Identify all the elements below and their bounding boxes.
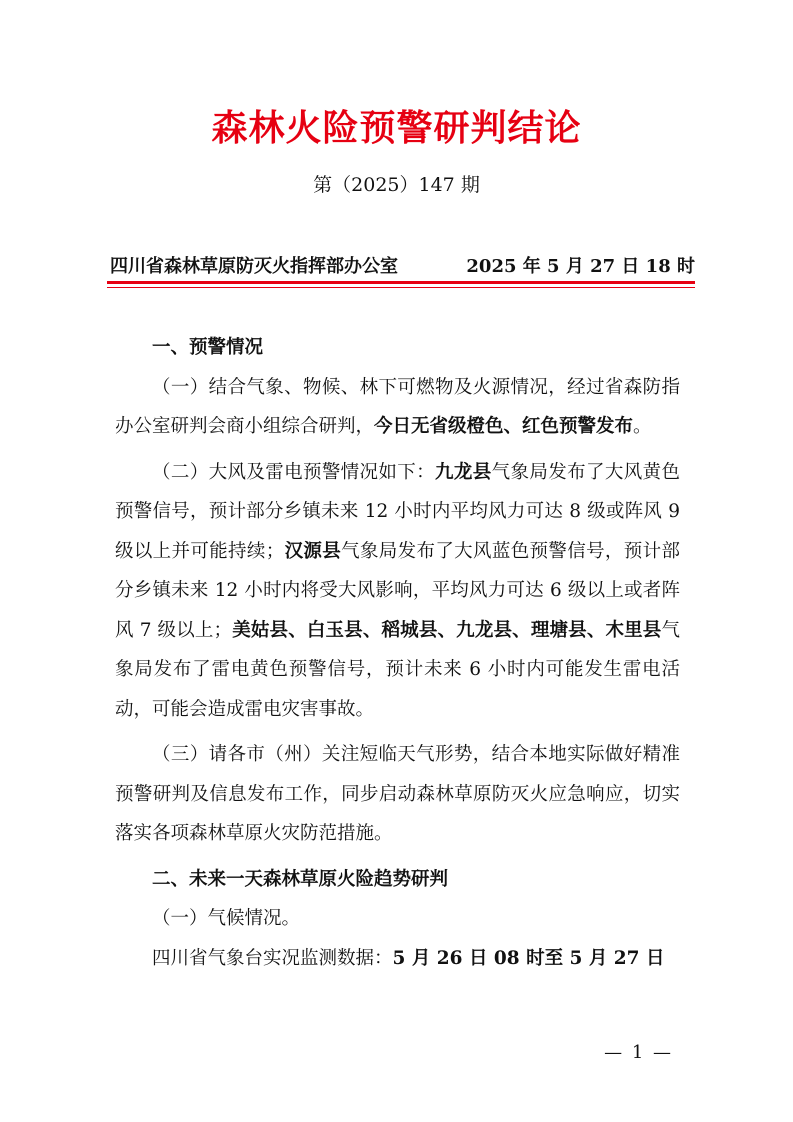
text-run: 。 xyxy=(633,416,652,437)
bold-county-list: 美姑县、白玉县、稻城县、九龙县、理塘县、木里县 xyxy=(232,619,662,641)
issuer: 四川省森林草原防灭火指挥部办公室 xyxy=(110,256,398,277)
paragraph-warning-1 xyxy=(115,368,680,447)
section-heading-warning: 一、预警情况 xyxy=(152,337,264,358)
paragraph-climate-1 xyxy=(115,939,680,979)
bold-county: 九龙县 xyxy=(435,461,492,483)
red-rule-thin xyxy=(107,287,695,288)
section-heading-trend: 二、未来一天森林草原火险趋势研判 xyxy=(152,868,449,890)
text-run: （一）结合气象、物候、林下可燃物及火源情况，经过省森防指办公室研判会商小组综合研判， xyxy=(115,376,680,437)
text-run: 四川省气象台实况监测数据： xyxy=(152,947,393,969)
text-run: 气象局发布了大风蓝色预警信号，预计部分乡镇未来 12 小时内将受大风影响，平均风力可达 6 级以上或者阵风 7 级以上； xyxy=(115,540,680,641)
issue-date: 2025 年 5 月 27 日 18 时 xyxy=(466,256,695,277)
page-number: — 1 — xyxy=(604,1042,673,1063)
bold-county: 汉源县 xyxy=(284,540,342,562)
text-run: 气象局发布了雷电黄色预警信号，预计未来 6 小时内可能发生雷电活动，可能会造成雷电灾害事故。 xyxy=(115,619,680,720)
subheading-climate: （一）气候情况。 xyxy=(152,908,301,929)
bold-run: 5 月 26 日 08 时至 5 月 27 日 xyxy=(392,947,665,969)
paragraph-warning-2 xyxy=(115,453,680,730)
red-rule-thick xyxy=(107,281,695,284)
bold-run: 今日无省级橙色、红色预警发布 xyxy=(374,416,634,437)
document-body xyxy=(115,328,680,978)
issue-number: 第（2025）147 期 xyxy=(313,174,480,196)
paragraph-warning-3: （三）请各市（州）关注短临天气形势，结合本地实际做好精准预警研判及信息发布工作，同步启动森林草原防灭火应急响应，切实落实各项森林草原火灾防范措施。 xyxy=(115,744,680,844)
text-run: 气象局发布了大风黄色预警信号，预计部分乡镇未来 12 小时内平均风力可达 8 级或阵风 9 级以上并可能持续； xyxy=(115,461,680,562)
issuer-date-line xyxy=(110,252,695,278)
document-title: 森林火险预警研判结论 xyxy=(211,108,582,149)
text-run: （二）大风及雷电预警情况如下： xyxy=(152,461,436,483)
